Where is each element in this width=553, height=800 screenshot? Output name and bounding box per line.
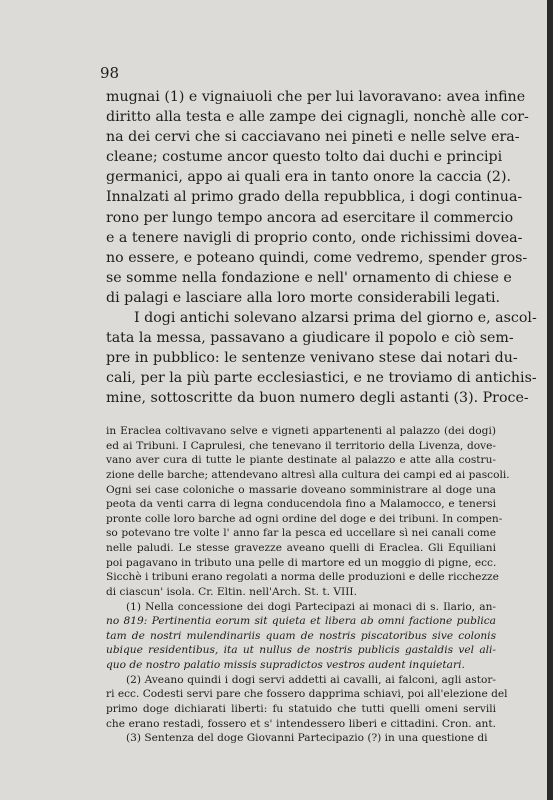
footnote-2-line: primo doge dichiarati liberti: fu statuido che tutti quelli omeni servili — [106, 702, 496, 715]
footnote-1-line: no 819: Pertinentia eorum sit quieta et libera ab omni factione publica — [106, 615, 496, 628]
main-line: pre in pubblico: le sentenze venivano stese dai notari du- — [106, 350, 518, 367]
footnote-line: di ciascun' isola. Cr. Eltin. nell'Arch. St. t. VIII. — [106, 585, 357, 598]
page-edge-shadow — [547, 0, 553, 800]
main-text — [106, 87, 537, 409]
footnote-line: pronte colle loro barche ad ogni ordine del doge e dei tribuni. In compen- — [106, 512, 503, 525]
main-line: Innalzati al primo grado della repubblica, i dogi continua- — [106, 189, 523, 206]
footnotes — [106, 424, 510, 746]
main-line: mine, sottoscritte da buon numero degli astanti (3). Proce- — [106, 390, 529, 407]
main-line: mugnai (1) e vignaiuoli che per lui lavoravano: avea infine — [106, 89, 526, 105]
footnote-2-line: ri ecc. Codesti servi pare che fossero dapprima schiavi, poi all'elezione del — [106, 688, 508, 701]
main-line: no essere, e poteano quindi, come vedremo, spender gros- — [106, 249, 528, 266]
footnote-2-line: che erano restadi, fossero et s' intendessero liberi e cittadini. Cron. ant. — [106, 717, 496, 730]
footnote-line: Ogni sei case coloniche o massarie doveano somministrare al doge una — [106, 483, 496, 496]
main-line: di palagi e lasciare alla loro morte considerabili legati. — [106, 289, 500, 306]
main-line: e a tenere navigli di proprio conto, onde richissimi dovea- — [106, 229, 523, 246]
footnote-2-line: (2) Aveano quindi i dogi servi addetti ai cavalli, ai falconi, agli astor- — [126, 673, 496, 686]
footnote-1-line: quo de nostro palatio missis supradictos vestros audent inquietari. — [106, 659, 465, 671]
footnote-1-line: (1) Nella concessione dei dogi Partecipazi ai monaci di s. Ilario, an- — [126, 600, 496, 613]
page-number: 98 — [100, 64, 120, 82]
footnote-line: vano aver cura di tutte le piante destinate al palazzo e atte alla costru- — [106, 454, 496, 467]
footnote-3-line: (3) Sentenza del doge Giovanni Partecipazio (?) in una questione di — [126, 732, 488, 745]
footnote-line: nelle paludi. Le stesse gravezze aveano quelli di Eraclea. Gli Equiliani — [106, 542, 496, 554]
footnote-line: so potevano tre volte l' anno far la pesca ed uccellare sì nei canali come — [106, 527, 496, 540]
main-line: diritto alla testa e alle zampe dei cignagli, nonchè alle cor- — [106, 109, 529, 126]
main-line: tata la messa, passavano a giudicare il popolo e ciò sem- — [106, 330, 514, 347]
main-line: I dogi antichi solevano alzarsi prima del giorno e, ascol- — [134, 310, 537, 327]
main-line: rono per lungo tempo ancora ad esercitare il commercio — [106, 209, 514, 226]
footnote-line: in Eraclea coltivavano selve e vigneti appartenenti al palazzo (dei dogi) — [106, 425, 496, 437]
main-line: se somme nella fondazione e nell' ornamento di chiese e — [106, 269, 512, 286]
main-line: germanici, appo ai quali era in tanto onore la caccia (2). — [106, 169, 511, 186]
main-line: cleane; costume ancor questo tolto dai duchi e principi — [106, 149, 503, 166]
main-line: cali, per la più parte ecclesiastici, e ne troviamo di antichis- — [106, 370, 537, 387]
footnote-1-line: ubique residentibus, ita ut nullus de nostris publicis gastaldis vel ali- — [106, 644, 496, 657]
footnote-line: Sicchè i tribuni erano regolati a norma delle produzioni e delle ricchezze — [106, 571, 499, 584]
footnote-line: ed ai Tribuni. I Caprulesi, che tenevano il territorio della Livenza, dove- — [106, 439, 496, 452]
footnote-line: poi pagavano in tributo una pelle di martore ed un moggio di pigne, ecc. — [106, 556, 497, 569]
main-line: na dei cervi che si cacciavano nei pineti e nelle selve era- — [106, 129, 520, 146]
footnote-1-line: tam de nostri mulendinariis quam de nostris piscatoribus sive colonis — [106, 629, 496, 642]
footnote-line: peota da venti carra di legna conducendola fino a Malamocco, e tenersi — [106, 498, 496, 511]
footnote-line: zione delle barche; attendevano altresì alla cultura dei campi ed ai pascoli. — [106, 468, 510, 481]
